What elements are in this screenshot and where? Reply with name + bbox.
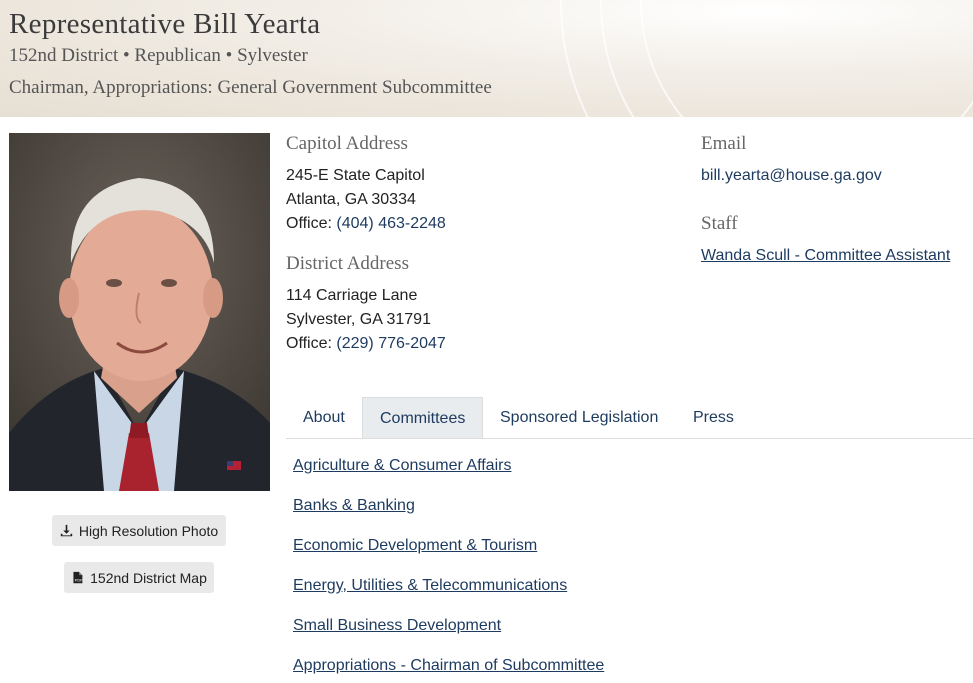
tab-committees[interactable]: Committees [362, 397, 483, 438]
committee-link-small-business[interactable]: Small Business Development [293, 617, 502, 634]
representative-photo [9, 133, 270, 491]
page-header [0, 0, 973, 117]
staff-heading: Staff [701, 213, 738, 234]
capitol-address-heading: Capitol Address [286, 133, 408, 154]
staff-link[interactable]: Wanda Scull - Committee Assistant [701, 247, 951, 264]
leadership-role: Chairman, Appropriations: General Government Subcommittee [9, 77, 492, 98]
high-resolution-photo-label: High Resolution Photo [78, 522, 219, 539]
capitol-address-line1: 245-E State Capitol [286, 167, 425, 184]
committee-link-agriculture[interactable]: Agriculture & Consumer Affairs [293, 457, 512, 474]
district-address-line2: Sylvester, GA 31791 [286, 311, 431, 328]
district-phone-link[interactable]: (229) 776-2047 [336, 335, 446, 352]
tab-press[interactable]: Press [693, 409, 734, 426]
district-address-heading: District Address [286, 253, 409, 274]
profile-tabs [286, 397, 973, 439]
district-office-phone [286, 335, 446, 353]
capitol-office-phone [286, 215, 446, 233]
capitol-phone-link[interactable]: (404) 463-2248 [336, 215, 446, 232]
district-map-button[interactable] [64, 562, 214, 593]
page-title: Representative Bill Yearta [9, 8, 321, 40]
committee-link-banks[interactable]: Banks & Banking [293, 497, 415, 514]
download-icon [60, 524, 73, 537]
committee-link-economic-development[interactable]: Economic Development & Tourism [293, 537, 538, 554]
capitol-office-label: Office: [286, 215, 337, 232]
high-resolution-photo-button[interactable] [52, 515, 226, 546]
district-office-label: Office: [286, 335, 337, 352]
committee-link-appropriations[interactable]: Appropriations - Chairman of Subcommittee [293, 657, 605, 674]
email-link[interactable]: bill.yearta@house.ga.gov [701, 167, 882, 184]
pdf-file-icon [71, 571, 84, 584]
tab-about[interactable]: About [303, 409, 345, 426]
email-heading: Email [701, 133, 747, 154]
district-map-label: 152nd District Map [90, 569, 207, 586]
district-party-city: 152nd District • Republican • Sylvester [9, 45, 308, 66]
committee-link-energy[interactable]: Energy, Utilities & Telecommunications [293, 577, 568, 594]
district-address-line1: 114 Carriage Lane [286, 287, 418, 304]
svg-text:PDF: PDF [74, 577, 83, 583]
capitol-address-line2: Atlanta, GA 30334 [286, 191, 416, 208]
tab-sponsored-legislation[interactable]: Sponsored Legislation [500, 409, 659, 426]
